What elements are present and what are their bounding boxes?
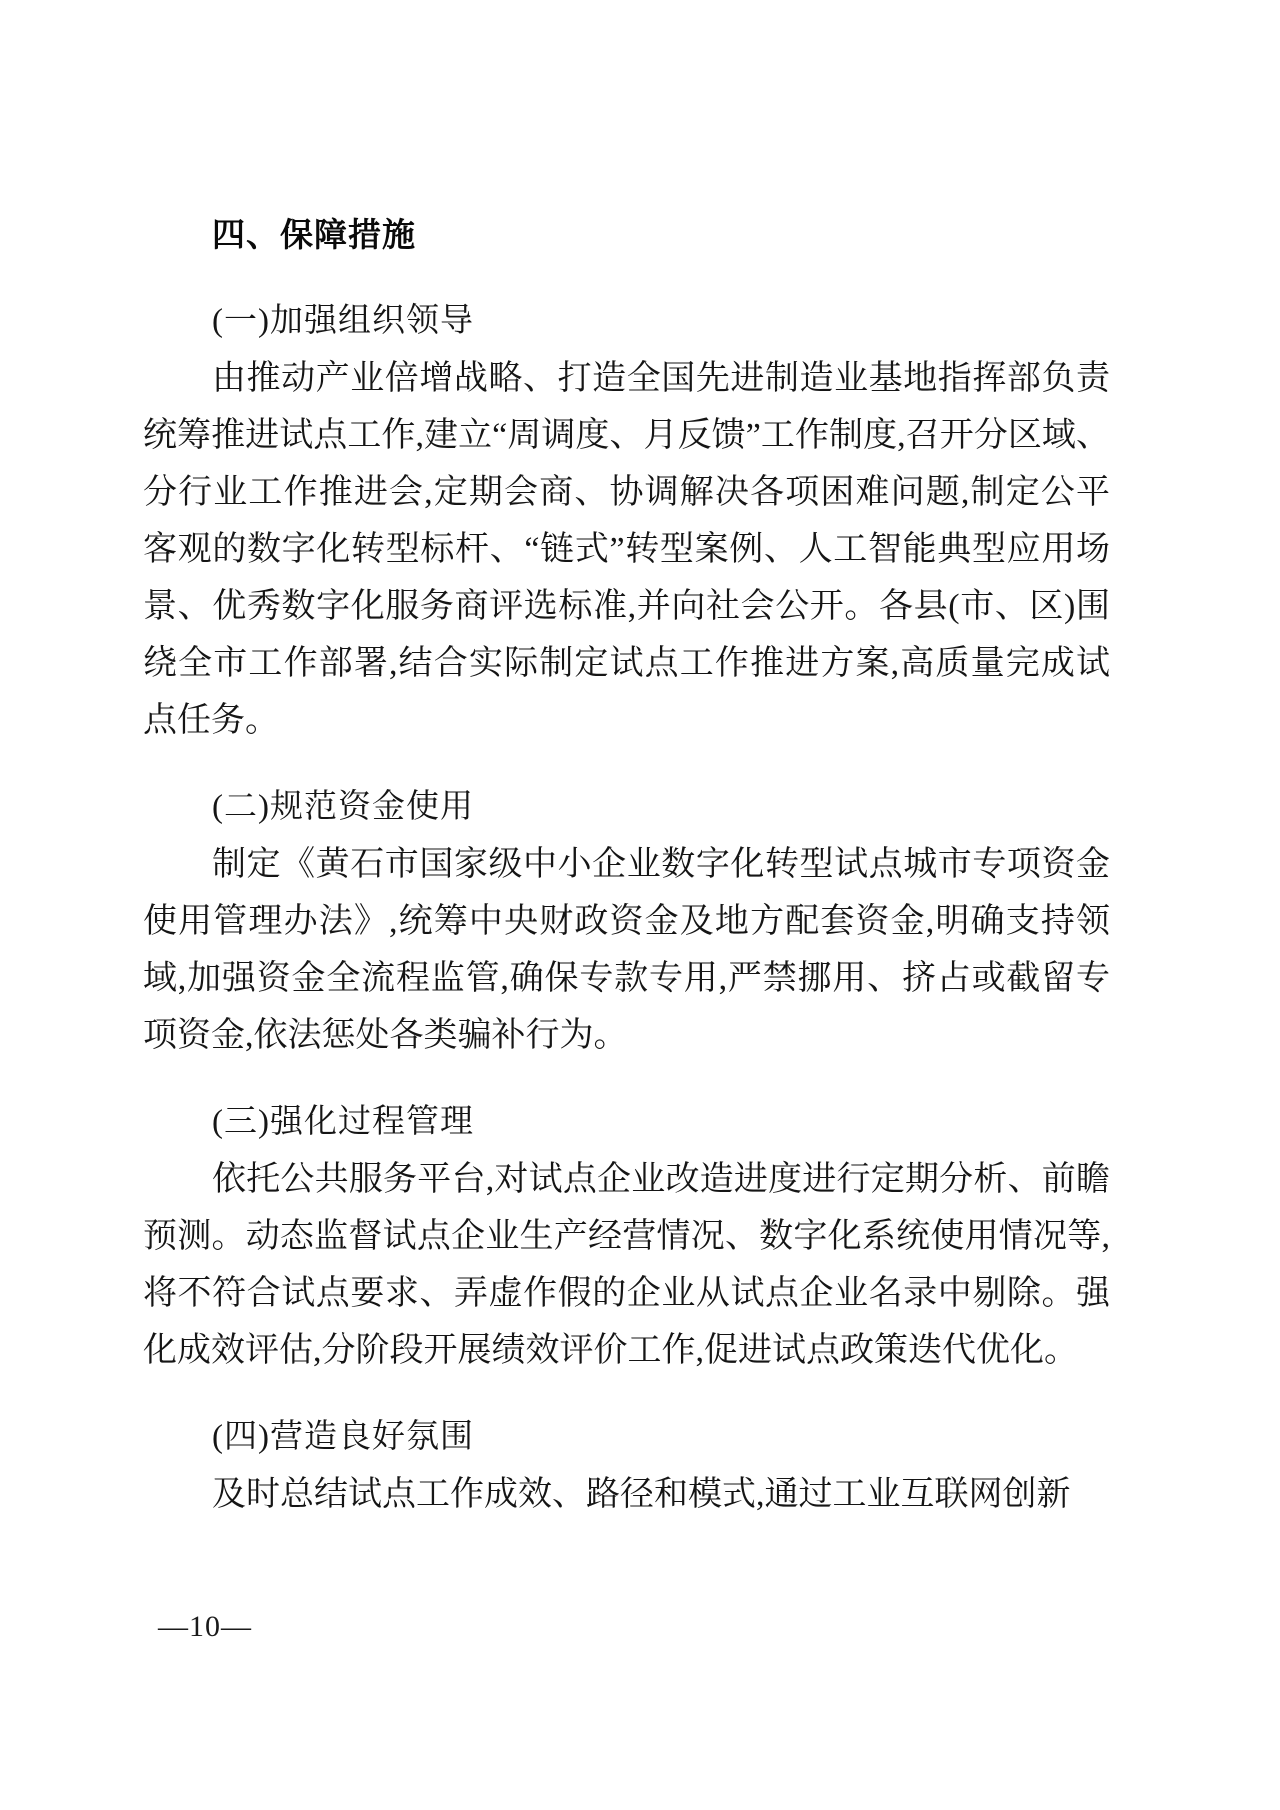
document-page [143,206,1110,1523]
subsection-title-1: (一)加强组织领导 [212,303,474,339]
subsection-title-3: (三)强化过程管理 [212,1104,474,1140]
paragraph-2: 制定《黄石市国家级中小企业数字化转型试点城市专项资金使用管理办法》,统筹中央财政资金及地方配套资金,明确支持领域,加强资金全流程监管,确保专款专用,严禁挪用、挤占或截留专项资金,依法惩处各类骗补行为。 [143,846,1110,1054]
paragraph-3: 依托公共服务平台,对试点企业改造进度进行定期分析、前瞻预测。动态监督试点企业生产经营情况、数字化系统使用情况等,将不符合试点要求、弄虚作假的企业从试点企业名录中剔除。强化成效评估,分阶段开展绩效评价工作,促进试点政策迭代优化。 [143,1161,1110,1369]
section-heading: 四、保障措施 [212,216,416,253]
page-number: —10— [158,1610,252,1643]
paragraph-1: 由推动产业倍增战略、打造全国先进制造业基地指挥部负责统筹推进试点工作,建立“周调度、月反馈”工作制度,召开分区域、分行业工作推进会,定期会商、协调解决各项困难问题,制定公平客观的数字化转型标杆、“链式”转型案例、人工智能典型应用场景、优秀数字化服务商评选标准,并向社会公开。各县(市、区)围绕全市工作部署,结合实际制定试点工作推进方案,高质量完成试点任务。 [143,360,1110,739]
paragraph-4: 及时总结试点工作成效、路径和模式,通过工业互联网创新 [212,1476,1071,1513]
subsection-title-2: (二)规范资金使用 [212,789,474,825]
subsection-title-4: (四)营造良好氛围 [212,1419,474,1455]
